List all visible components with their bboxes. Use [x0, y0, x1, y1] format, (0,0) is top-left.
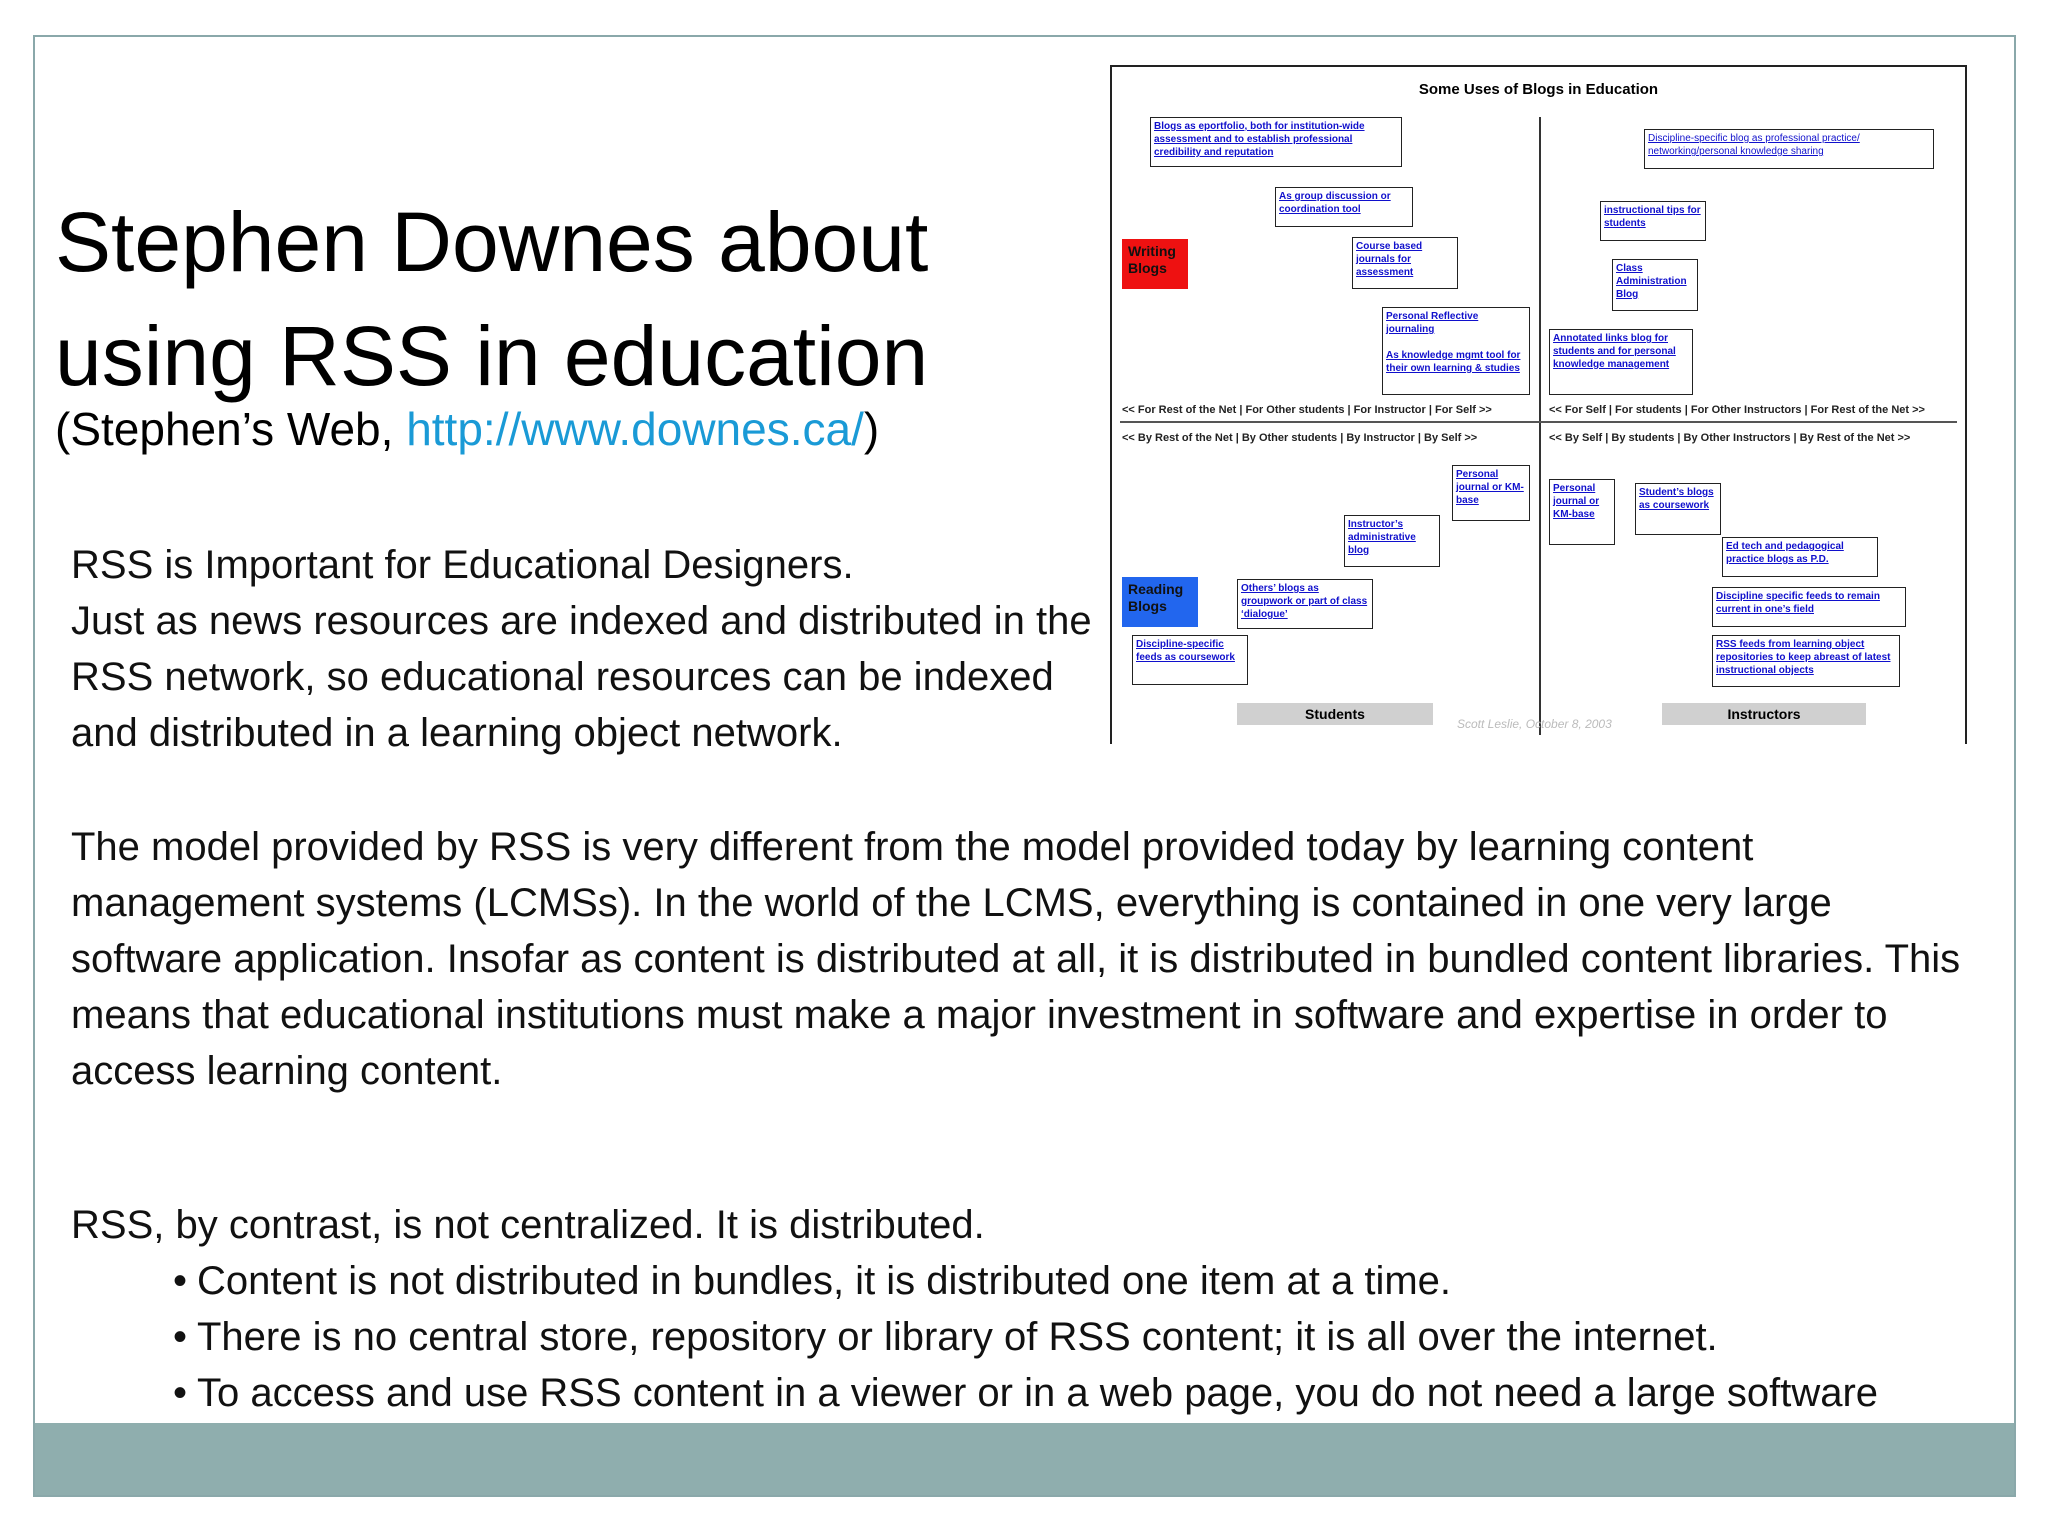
diagram-credit: Scott Leslie, October 8, 2003 — [1457, 717, 1612, 731]
diagram-vertical-divider — [1539, 117, 1541, 735]
footer-band — [35, 1423, 2014, 1495]
box-others-blogs: Others’ blogs as groupwork or part of class ‘dialogue’ — [1237, 579, 1373, 629]
model-text: The model provided by RSS is very different from the model provided today by learning content management systems (LCMSs). In the world of the LCMS, everything is contained in one very large software application. Insofar as content is distributed at all, it is distributed in bundled content libraries. This means that educational institutions must make a major investment in software and expertise in order to access learning content. — [71, 825, 1961, 1093]
axis-top-left: << For Rest of the Net | For Other students | For Instructor | For Self >> — [1122, 404, 1492, 416]
subtitle-prefix: (Stephen’s Web, — [55, 403, 407, 455]
axis-bottom-right: << By Self | By students | By Other Instructors | By Rest of the Net >> — [1549, 432, 1911, 444]
box-discipline-feeds-current: Discipline specific feeds to remain current in one’s field — [1712, 587, 1906, 627]
axis-top-right: << For Self | For students | For Other Instructors | For Rest of the Net >> — [1549, 404, 1925, 416]
box-edtech: Ed tech and pedagogical practice blogs as P.D. — [1722, 537, 1878, 577]
box-discipline-feeds-coursework: Discipline-specific feeds as coursework — [1132, 635, 1248, 685]
bullet-item: • To access and use RSS content in a viewer or in a web page, you do not need a large software — [173, 1365, 1971, 1477]
subtitle-suffix: ) — [863, 403, 880, 455]
slide — [33, 35, 2016, 1497]
contrast-lead: RSS, by contrast, is not centralized. It is distributed. — [71, 1203, 985, 1247]
downes-link[interactable]: http://www.downes.ca/ — [406, 403, 864, 455]
box-instructors-admin: Instructor’s administrative blog — [1344, 515, 1440, 567]
box-instructional-tips: instructional tips for students — [1600, 201, 1706, 241]
intro-line-1: RSS is Important for Educational Designers. — [71, 543, 854, 587]
title-line-1: Stephen Downes about — [55, 195, 929, 289]
box-personal-journal-right: Personal journal or KM-base — [1549, 479, 1615, 545]
bullet-item: • There is no central store, repository or library of RSS content; it is all over the internet. — [173, 1309, 1971, 1365]
reading-blogs-tag: Reading Blogs — [1122, 577, 1198, 627]
box-reflective: Personal Reflective journaling As knowledge mgmt tool for their own learning & studies — [1382, 307, 1530, 395]
title-line-2: using RSS in education — [55, 309, 929, 403]
box-rss-feeds: RSS feeds from learning object repositories to keep abreast of latest instructional objects — [1712, 635, 1900, 687]
box-class-admin: Class Administration Blog — [1612, 259, 1698, 311]
blogs-in-education-diagram — [1110, 65, 1967, 744]
box-personal-kmbase: Personal journal or KM-base — [1452, 465, 1530, 521]
writing-blogs-tag: Writing Blogs — [1122, 239, 1188, 289]
axis-bottom-left: << By Rest of the Net | By Other students | By Instructor | By Self >> — [1122, 432, 1478, 444]
model-paragraph — [71, 819, 1971, 1099]
diagram-title: Some Uses of Blogs in Education — [1418, 81, 1659, 98]
slide-title — [55, 185, 1085, 413]
subtitle — [55, 399, 879, 459]
box-students-coursework: Student’s blogs as coursework — [1635, 483, 1721, 535]
box-eportfolio: Blogs as eportfolio, both for institution-wide assessment and to establish professional credibility and reputation — [1150, 117, 1402, 167]
instructors-label: Instructors — [1662, 703, 1866, 725]
diagram-horizontal-divider — [1120, 421, 1957, 423]
box-annotated-links: Annotated links blog for students and for personal knowledge management — [1549, 329, 1693, 395]
bullet-item: • Content is not distributed in bundles, it is distributed one item at a time. — [173, 1253, 1971, 1309]
intro-text — [71, 537, 1121, 761]
intro-line-2: Just as news resources are indexed and distributed in the RSS network, so educational resources can be indexed and distributed in a learning object network. — [71, 599, 1092, 755]
box-course-journals: Course based journals for assessment — [1352, 237, 1458, 289]
students-label: Students — [1237, 703, 1433, 725]
box-discipline-practice: Discipline-specific blog as professional practice/ networking/personal knowledge sharing — [1644, 129, 1934, 169]
box-group-discussion: As group discussion or coordination tool — [1275, 187, 1413, 227]
